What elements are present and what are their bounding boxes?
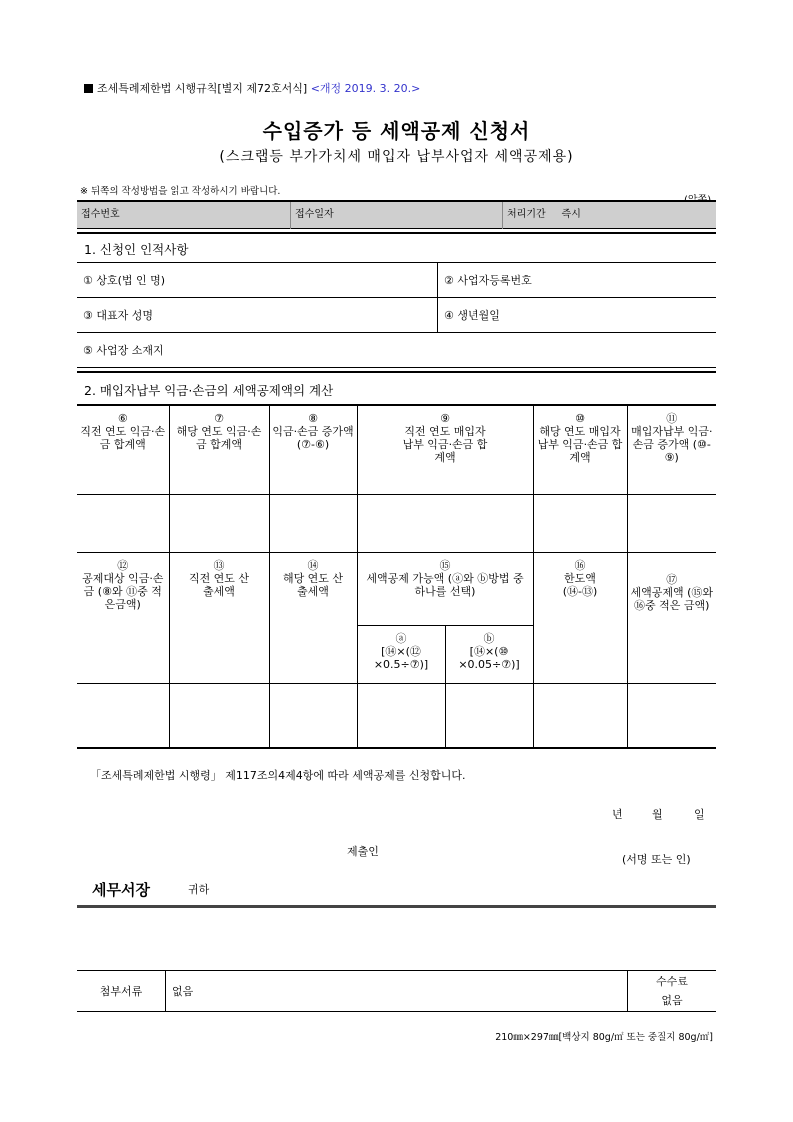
col8-value-cell[interactable] xyxy=(269,494,357,552)
col12-header: ⑫ 공제대상 익금·손금 (⑧와 ⑪중 적은금액) xyxy=(77,552,169,683)
col17-value-cell[interactable] xyxy=(627,683,716,748)
submitter-label: 제출인 xyxy=(347,845,379,858)
col14-header: ⑭ 해당 연도 산출세액 xyxy=(269,552,357,683)
col17-header: ⑰ 세액공제액 (⑮와 ⑯중 적은 금액) xyxy=(627,552,716,683)
col6-value-cell[interactable] xyxy=(77,494,169,552)
col6-header: ⑥ 직전 연도 익금·손금 합계액 xyxy=(77,405,169,494)
form-header xyxy=(84,80,420,96)
col10-value-cell[interactable] xyxy=(533,494,627,552)
col9-value-cell[interactable] xyxy=(357,494,533,552)
col16-value-cell[interactable] xyxy=(533,683,627,748)
receipt-number-label: 접수번호 xyxy=(81,209,120,220)
col15-header: ⑮ 세액공제 가능액 (ⓐ와 ⓑ방법 중 하나를 선택) xyxy=(357,552,533,625)
section2-top-rule xyxy=(77,371,716,373)
honorific: 귀하 xyxy=(188,883,210,896)
attachment-table xyxy=(77,970,716,1012)
tax-credit-calc-table xyxy=(77,404,716,749)
tax-office-head: 세무서장 xyxy=(92,881,150,899)
col9-header: ⑨ 직전 연도 매입자납부 익금·손금 합계액 xyxy=(357,405,533,494)
fee-label: 수수료 xyxy=(656,975,688,988)
paper-spec: 210㎜×297㎜[백상지 80g/㎡ 또는 중질지 80g/㎡] xyxy=(495,1032,713,1043)
receipt-date-label: 접수일자 xyxy=(291,201,503,229)
col13-header: ⑬ 직전 연도 산출세액 xyxy=(169,552,269,683)
section2-title: 2. 매입자납부 익금·손금의 세액공제액의 계산 xyxy=(84,383,334,398)
square-bullet-icon xyxy=(84,84,93,93)
col15b-value-cell[interactable] xyxy=(445,683,533,748)
col7-header: ⑦ 해당 연도 익금·손금 합계액 xyxy=(169,405,269,494)
date-day-label: 일 xyxy=(694,808,705,821)
application-statement: 「조세특례제한법 시행령」 제117조의4제4항에 따라 세액공제를 신청합니다. xyxy=(90,769,466,782)
fee-value: 없음 xyxy=(661,994,683,1007)
form-subtitle: (스크랩등 부가가치세 매입자 납부사업자 세액공제용) xyxy=(219,149,574,165)
receipt-bar xyxy=(77,200,716,229)
col12-value-cell[interactable] xyxy=(77,683,169,748)
date-year-label: 년 xyxy=(612,808,623,821)
processing-period-cell xyxy=(503,201,717,229)
section1-title: 1. 신청인 인적사항 xyxy=(84,242,189,257)
date-month-label: 월 xyxy=(652,808,663,821)
processing-period-label: 처리기간 xyxy=(507,209,546,220)
col15a-header: ⓐ [⑭×(⑫ ×0.5÷⑦)] xyxy=(357,625,445,683)
processing-period-value: 즉시 xyxy=(561,209,581,220)
col8-header: ⑧ 익금·손금 증가액 (⑦-⑥) xyxy=(269,405,357,494)
business-name-field[interactable]: ① 상호(법 인 명) xyxy=(77,263,438,298)
birth-date-field[interactable]: ④ 생년월일 xyxy=(438,298,717,333)
applicant-info-table xyxy=(77,263,716,368)
signature-label: (서명 또는 인) xyxy=(622,853,691,866)
representative-name-field[interactable]: ③ 대표자 성명 xyxy=(77,298,438,333)
col11-value-cell[interactable] xyxy=(627,494,716,552)
instruction-note: ※ 뒤쪽의 작성방법을 읽고 작성하시기 바랍니다. xyxy=(80,186,281,197)
col10-header: ⑩ 해당 연도 매입자납부 익금·손금 합계액 xyxy=(533,405,627,494)
col11-header: ⑪ 매입자납부 익금·손금 증가액 (⑩-⑨) xyxy=(627,405,716,494)
col15b-header: ⓑ [⑭×(⑩ ×0.05÷⑦)] xyxy=(445,625,533,683)
business-reg-number-field[interactable]: ② 사업자등록번호 xyxy=(438,263,717,298)
signature-bottom-rule xyxy=(77,905,716,908)
form-title: 수입증가 등 세액공제 신청서 xyxy=(262,119,531,143)
regulation-text: 조세특례제한법 시행규칙[별지 제72호서식] xyxy=(97,82,308,95)
col13-value-cell[interactable] xyxy=(169,683,269,748)
fee-cell xyxy=(628,971,717,1012)
revision-text: <개정 2019. 3. 20.> xyxy=(310,82,421,95)
col7-value-cell[interactable] xyxy=(169,494,269,552)
section1-top-rule xyxy=(77,232,716,234)
col14-value-cell[interactable] xyxy=(269,683,357,748)
attachment-label: 첨부서류 xyxy=(77,971,166,1012)
attachment-value: 없음 xyxy=(172,985,194,998)
col15a-value-cell[interactable] xyxy=(357,683,445,748)
business-address-field[interactable]: ⑤ 사업장 소재지 xyxy=(77,333,716,368)
col16-header: ⑯ 한도액 (⑭-⑬) xyxy=(533,552,627,683)
